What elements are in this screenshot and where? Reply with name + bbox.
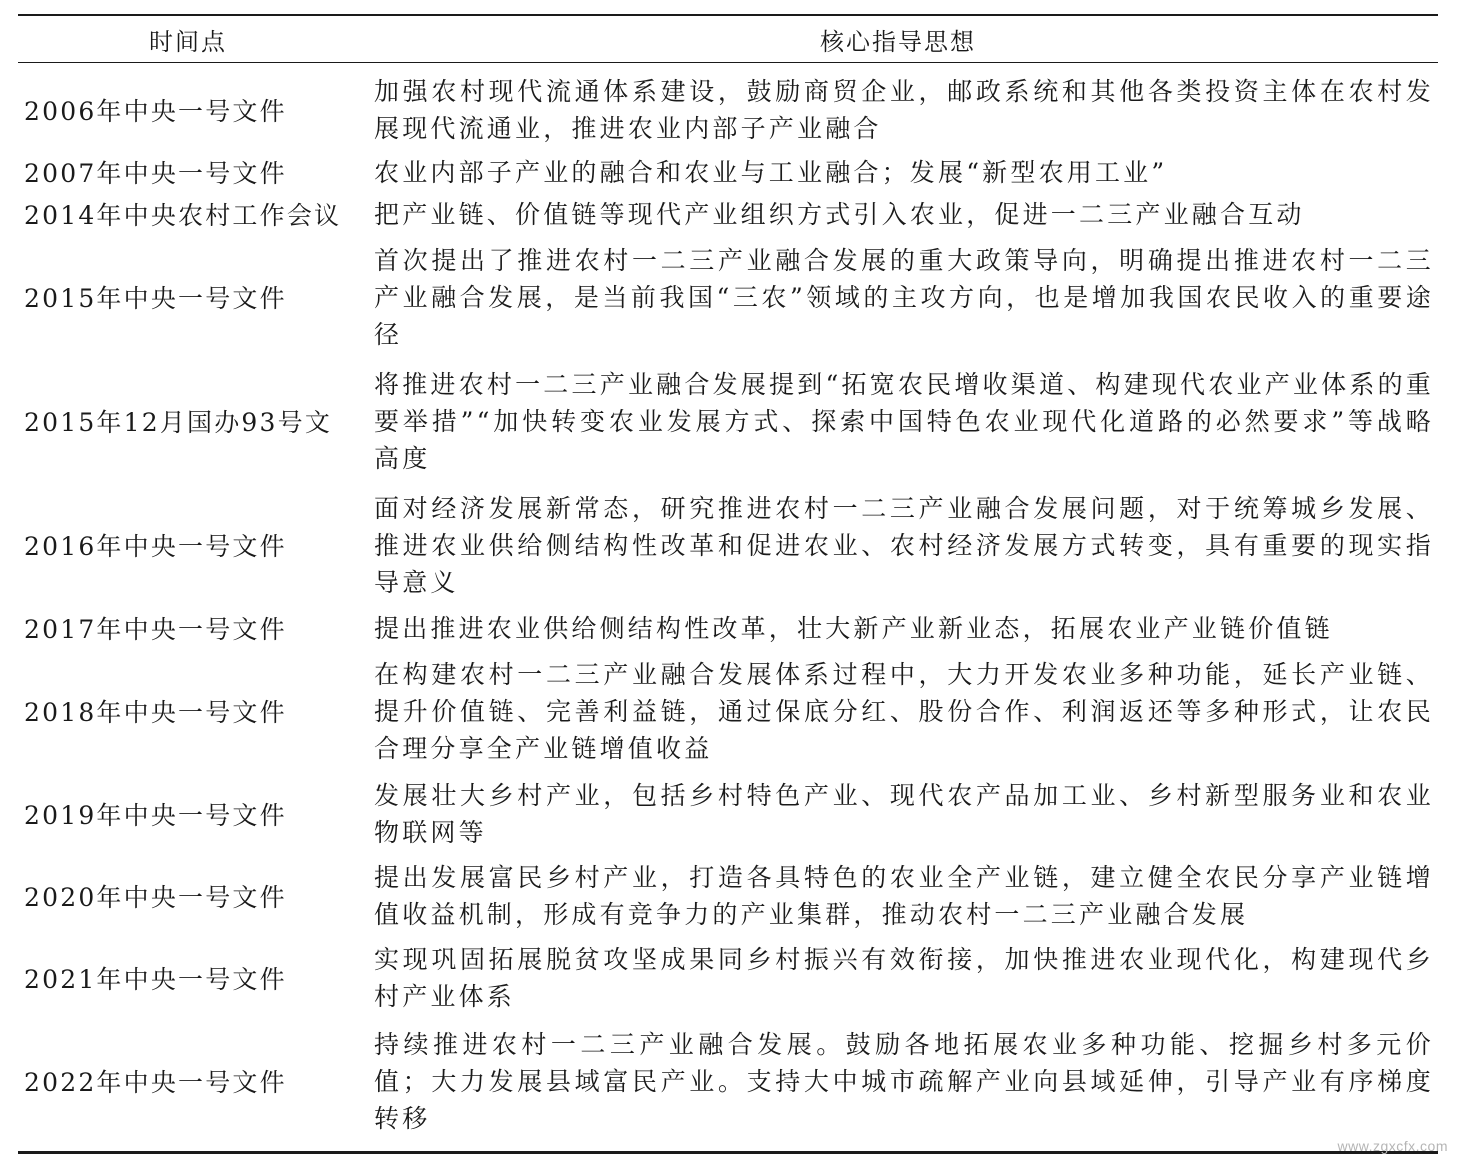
row-time: 2006年中央一号文件 — [24, 97, 287, 126]
table-bottom-rule — [18, 1151, 1438, 1154]
row-idea: 将推进农村一二三产业融合发展提到“拓宽农民增收渠道、构建现代农业产业体系的重要举措”“加快转变农业发展方式、探索中国特色农业现代化道路的必然要求”等战略高度 — [374, 369, 1434, 473]
row-idea: 农业内部子产业的融合和农业与工业融合；发展“新型农用工业” — [374, 157, 1168, 187]
row-time: 2007年中央一号文件 — [24, 159, 287, 188]
row-time: 2022年中央一号文件 — [24, 1068, 287, 1097]
table-body — [18, 63, 1438, 1151]
row-time: 2014年中央农村工作会议 — [24, 201, 342, 230]
row-time: 2018年中央一号文件 — [24, 698, 287, 727]
table-row — [18, 855, 1438, 937]
row-time: 2021年中央一号文件 — [24, 965, 287, 994]
row-idea: 面对经济发展新常态，研究推进农村一二三产业融合发展问题，对于统筹城乡发展、推进农业供给侧结构性改革和促进农业、农村经济发展方式转变，具有重要的现实指导意义 — [374, 493, 1434, 597]
row-idea: 首次提出了推进农村一二三产业融合发展的重大政策导向，明确提出推进农村一二三产业融合发展，是当前我国“三农”领域的主攻方向，也是增加我国农民收入的重要途径 — [374, 245, 1434, 349]
table-header-row — [18, 16, 1438, 62]
row-idea: 实现巩固拓展脱贫攻坚成果同乡村振兴有效衔接，加快推进农业现代化，构建现代乡村产业体系 — [374, 945, 1434, 1011]
table-row — [18, 359, 1438, 483]
table-row — [18, 773, 1438, 855]
watermark-text: www.zgxcfx.com — [1337, 1138, 1448, 1154]
policy-table — [18, 14, 1438, 1154]
row-idea: 加强农村现代流通体系建设，鼓励商贸企业，邮政系统和其他各类投资主体在农村发展现代流通业，推进农业内部子产业融合 — [374, 77, 1434, 143]
table-row — [18, 235, 1438, 359]
row-idea: 把产业链、价值链等现代产业组织方式引入农业，促进一二三产业融合互动 — [374, 199, 1305, 229]
row-idea: 提出发展富民乡村产业，打造各具特色的农业全产业链，建立健全农民分享产业链增值收益机制，形成有竞争力的产业集群，推动农村一二三产业融合发展 — [374, 863, 1434, 929]
table-row — [18, 937, 1438, 1019]
table-row — [18, 193, 1438, 235]
row-time: 2015年12月国办93号文 — [24, 408, 333, 437]
row-time: 2015年中央一号文件 — [24, 284, 287, 313]
table-row — [18, 69, 1438, 151]
table-row — [18, 607, 1438, 649]
row-time: 2016年中央一号文件 — [24, 532, 287, 561]
header-time: 时间点 — [149, 27, 227, 56]
table-row — [18, 483, 1438, 607]
table-row — [18, 649, 1438, 773]
header-idea: 核心指导思想 — [820, 27, 976, 56]
row-idea: 发展壮大乡村产业，包括乡村特色产业、现代农产品加工业、乡村新型服务业和农业物联网等 — [374, 781, 1434, 847]
row-time: 2017年中央一号文件 — [24, 615, 287, 644]
row-idea: 在构建农村一二三产业融合发展体系过程中，大力开发农业多种功能，延长产业链、提升价值链、完善利益链，通过保底分红、股份合作、利润返还等多种形式，让农民合理分享全产业链增值收益 — [374, 659, 1434, 763]
row-time: 2019年中央一号文件 — [24, 801, 287, 830]
row-time: 2020年中央一号文件 — [24, 883, 287, 912]
row-idea: 持续推进农村一二三产业融合发展。鼓励各地拓展农业多种功能、挖掘乡村多元价值；大力发展县域富民产业。支持大中城市疏解产业向县域延伸，引导产业有序梯度转移 — [374, 1029, 1434, 1133]
row-idea: 提出推进农业供给侧结构性改革，壮大新产业新业态，拓展农业产业链价值链 — [374, 613, 1333, 643]
table-row — [18, 151, 1438, 193]
table-row — [18, 1019, 1438, 1143]
